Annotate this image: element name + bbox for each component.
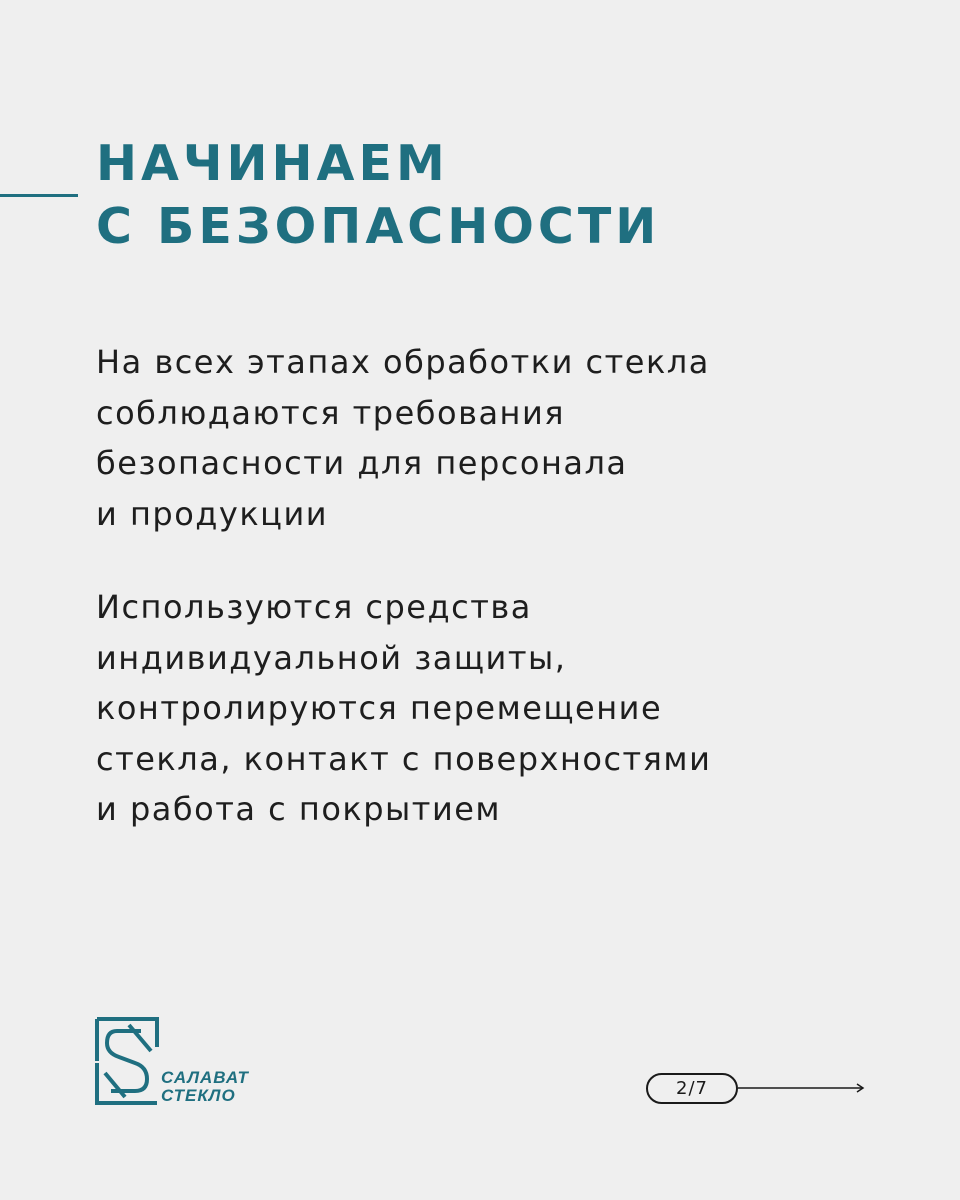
paragraph-1 <box>96 337 896 539</box>
paragraph-2-line: контролируются перемещение <box>96 689 663 727</box>
accent-line <box>0 194 78 197</box>
title-line-2: С БЕЗОПАСНОСТИ <box>96 198 661 255</box>
title-line-1: НАЧИНАЕМ <box>96 135 449 192</box>
paragraph-1-line: На всех этапах обработки стекла <box>96 343 710 381</box>
logo-text <box>161 1069 249 1105</box>
page-indicator-label: 2/7 <box>676 1078 708 1099</box>
arrow-right-icon[interactable] <box>738 1080 866 1096</box>
logo-mark-icon <box>95 1017 159 1105</box>
company-logo <box>95 1017 265 1107</box>
paragraph-2-line: индивидуальной защиты, <box>96 638 567 677</box>
paragraph-1-line: и продукции <box>96 494 329 533</box>
page-indicator <box>646 1073 738 1104</box>
paragraph-1-line: соблюдаются требования <box>96 393 566 432</box>
logo-text-line-1: САЛАВАТ <box>161 1068 249 1087</box>
paragraph-2-line: стекла, контакт с поверхностями <box>96 739 712 778</box>
paragraph-2-line: Используются средства <box>96 588 532 626</box>
paragraph-1-line: безопасности для персонала <box>96 444 628 482</box>
paragraph-2 <box>96 582 896 835</box>
page-title <box>96 132 660 258</box>
paragraph-2-line: и работа с покрытием <box>96 790 502 828</box>
logo-text-line-2: СТЕКЛО <box>161 1086 236 1105</box>
